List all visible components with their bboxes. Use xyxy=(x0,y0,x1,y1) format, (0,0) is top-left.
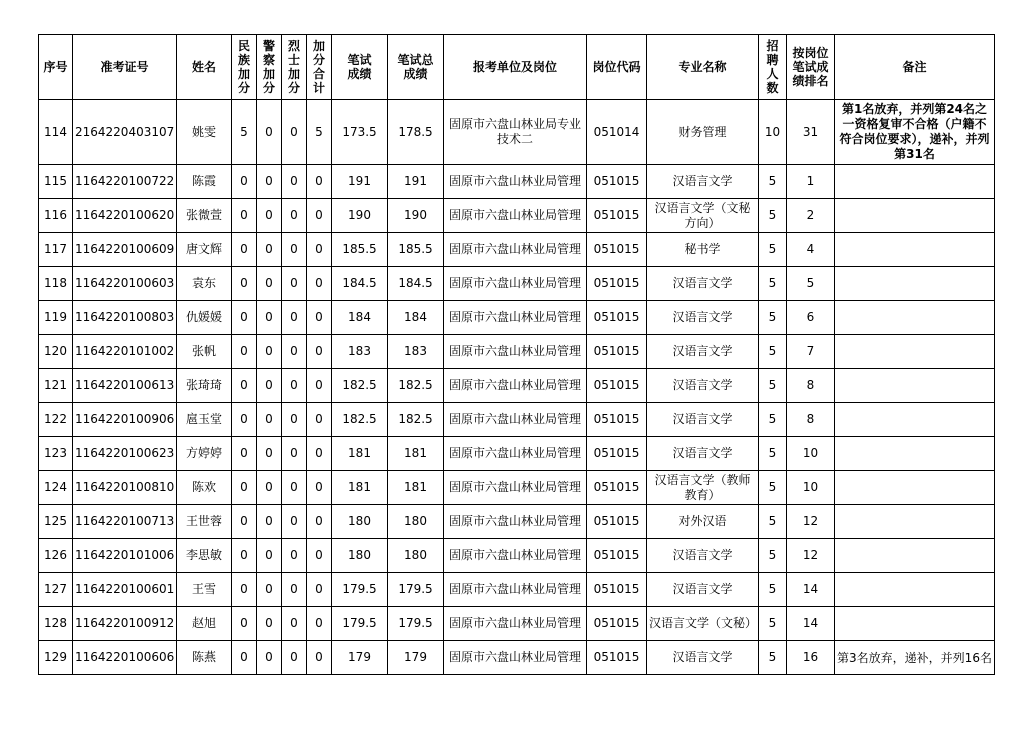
table-row xyxy=(39,437,995,471)
cell-post-code: 051015 xyxy=(587,539,647,573)
cell-exam-no: 1164220100906 xyxy=(73,403,177,437)
cell-martyr-bonus: 0 xyxy=(282,165,307,199)
cell-post-code: 051015 xyxy=(587,335,647,369)
cell-remark xyxy=(835,369,995,403)
cell-quota: 10 xyxy=(759,100,787,165)
cell-bonus-total: 0 xyxy=(307,437,332,471)
cell-post-code: 051015 xyxy=(587,641,647,675)
table-row xyxy=(39,403,995,437)
cell-major: 汉语言文学 xyxy=(647,641,759,675)
cell-exam-no: 1164220100620 xyxy=(73,199,177,233)
cell-exam-no: 1164220100613 xyxy=(73,369,177,403)
cell-martyr-bonus: 0 xyxy=(282,607,307,641)
cell-unit-post: 固原市六盘山林业局管理 xyxy=(444,199,587,233)
cell-post-code: 051014 xyxy=(587,100,647,165)
cell-index: 115 xyxy=(39,165,73,199)
cell-remark xyxy=(835,437,995,471)
cell-name: 张帆 xyxy=(177,335,232,369)
header-row xyxy=(39,35,995,100)
cell-written: 185.5 xyxy=(332,233,388,267)
cell-major: 汉语言文学 xyxy=(647,335,759,369)
cell-martyr-bonus: 0 xyxy=(282,233,307,267)
cell-index: 125 xyxy=(39,505,73,539)
cell-exam-no: 1164220100623 xyxy=(73,437,177,471)
cell-name: 方婷婷 xyxy=(177,437,232,471)
cell-bonus-total: 0 xyxy=(307,199,332,233)
cell-written: 179.5 xyxy=(332,607,388,641)
cell-remark xyxy=(835,335,995,369)
cell-exam-no: 1164220100606 xyxy=(73,641,177,675)
cell-remark: 第3名放弃，递补，并列16名 xyxy=(835,641,995,675)
cell-ethnic-bonus: 0 xyxy=(232,233,257,267)
cell-unit-post: 固原市六盘山林业局管理 xyxy=(444,267,587,301)
cell-unit-post: 固原市六盘山林业局管理 xyxy=(444,641,587,675)
cell-unit-post: 固原市六盘山林业局管理 xyxy=(444,437,587,471)
cell-written: 179.5 xyxy=(332,573,388,607)
cell-exam-no: 1164220100603 xyxy=(73,267,177,301)
cell-rank: 14 xyxy=(787,573,835,607)
cell-police-bonus: 0 xyxy=(257,199,282,233)
cell-post-code: 051015 xyxy=(587,165,647,199)
cell-remark xyxy=(835,539,995,573)
cell-martyr-bonus: 0 xyxy=(282,641,307,675)
cell-written-total: 180 xyxy=(388,505,444,539)
cell-ethnic-bonus: 0 xyxy=(232,369,257,403)
table-row xyxy=(39,199,995,233)
cell-unit-post: 固原市六盘山林业局管理 xyxy=(444,233,587,267)
table-row xyxy=(39,505,995,539)
cell-police-bonus: 0 xyxy=(257,607,282,641)
cell-ethnic-bonus: 0 xyxy=(232,301,257,335)
cell-post-code: 051015 xyxy=(587,471,647,505)
cell-police-bonus: 0 xyxy=(257,471,282,505)
cell-police-bonus: 0 xyxy=(257,267,282,301)
cell-written: 183 xyxy=(332,335,388,369)
cell-martyr-bonus: 0 xyxy=(282,573,307,607)
cell-bonus-total: 0 xyxy=(307,641,332,675)
score-table xyxy=(38,34,995,675)
cell-ethnic-bonus: 0 xyxy=(232,437,257,471)
cell-unit-post: 固原市六盘山林业局管理 xyxy=(444,505,587,539)
cell-exam-no: 1164220100912 xyxy=(73,607,177,641)
header-written-total: 笔试总成绩 xyxy=(388,35,444,100)
cell-police-bonus: 0 xyxy=(257,573,282,607)
cell-rank: 2 xyxy=(787,199,835,233)
cell-ethnic-bonus: 0 xyxy=(232,165,257,199)
cell-written-total: 190 xyxy=(388,199,444,233)
cell-police-bonus: 0 xyxy=(257,369,282,403)
cell-name: 张微萱 xyxy=(177,199,232,233)
cell-post-code: 051015 xyxy=(587,505,647,539)
cell-rank: 8 xyxy=(787,403,835,437)
cell-index: 121 xyxy=(39,369,73,403)
cell-written-total: 178.5 xyxy=(388,100,444,165)
cell-rank: 7 xyxy=(787,335,835,369)
cell-post-code: 051015 xyxy=(587,403,647,437)
cell-written-total: 180 xyxy=(388,539,444,573)
cell-index: 116 xyxy=(39,199,73,233)
cell-major: 汉语言文学 xyxy=(647,267,759,301)
cell-remark xyxy=(835,573,995,607)
cell-written: 181 xyxy=(332,471,388,505)
cell-martyr-bonus: 0 xyxy=(282,199,307,233)
cell-major: 秘书学 xyxy=(647,233,759,267)
cell-remark xyxy=(835,471,995,505)
cell-bonus-total: 0 xyxy=(307,573,332,607)
cell-police-bonus: 0 xyxy=(257,301,282,335)
cell-major: 汉语言文学 xyxy=(647,403,759,437)
cell-bonus-total: 0 xyxy=(307,505,332,539)
cell-remark xyxy=(835,607,995,641)
table-row xyxy=(39,369,995,403)
cell-major: 汉语言文学 xyxy=(647,369,759,403)
cell-written-total: 183 xyxy=(388,335,444,369)
cell-name: 仇媛媛 xyxy=(177,301,232,335)
cell-unit-post: 固原市六盘山林业局管理 xyxy=(444,165,587,199)
cell-martyr-bonus: 0 xyxy=(282,437,307,471)
cell-name: 陈霞 xyxy=(177,165,232,199)
cell-name: 赵旭 xyxy=(177,607,232,641)
cell-quota: 5 xyxy=(759,403,787,437)
cell-exam-no: 1164220100609 xyxy=(73,233,177,267)
cell-rank: 1 xyxy=(787,165,835,199)
cell-bonus-total: 0 xyxy=(307,267,332,301)
cell-exam-no: 2164220403107 xyxy=(73,100,177,165)
cell-name: 姚雯 xyxy=(177,100,232,165)
cell-major: 对外汉语 xyxy=(647,505,759,539)
cell-major: 汉语言文学 xyxy=(647,437,759,471)
cell-remark xyxy=(835,199,995,233)
table-row xyxy=(39,165,995,199)
cell-major: 汉语言文学（教师教育） xyxy=(647,471,759,505)
cell-police-bonus: 0 xyxy=(257,437,282,471)
header-ethnic-bonus: 民族加分 xyxy=(232,35,257,100)
cell-ethnic-bonus: 0 xyxy=(232,505,257,539)
cell-ethnic-bonus: 5 xyxy=(232,100,257,165)
cell-police-bonus: 0 xyxy=(257,641,282,675)
cell-major: 汉语言文学（文秘方向） xyxy=(647,199,759,233)
header-major: 专业名称 xyxy=(647,35,759,100)
table-row xyxy=(39,233,995,267)
table-row xyxy=(39,471,995,505)
cell-quota: 5 xyxy=(759,335,787,369)
cell-rank: 12 xyxy=(787,539,835,573)
cell-remark xyxy=(835,301,995,335)
cell-major: 汉语言文学（文秘） xyxy=(647,607,759,641)
table-row xyxy=(39,100,995,165)
cell-unit-post: 固原市六盘山林业局管理 xyxy=(444,369,587,403)
cell-exam-no: 1164220100601 xyxy=(73,573,177,607)
cell-major: 财务管理 xyxy=(647,100,759,165)
cell-bonus-total: 0 xyxy=(307,607,332,641)
cell-written: 184 xyxy=(332,301,388,335)
cell-quota: 5 xyxy=(759,199,787,233)
cell-name: 袁东 xyxy=(177,267,232,301)
cell-name: 陈欢 xyxy=(177,471,232,505)
cell-written: 180 xyxy=(332,505,388,539)
cell-index: 117 xyxy=(39,233,73,267)
cell-post-code: 051015 xyxy=(587,369,647,403)
cell-unit-post: 固原市六盘山林业局管理 xyxy=(444,607,587,641)
cell-index: 118 xyxy=(39,267,73,301)
cell-police-bonus: 0 xyxy=(257,335,282,369)
cell-quota: 5 xyxy=(759,539,787,573)
cell-post-code: 051015 xyxy=(587,573,647,607)
cell-unit-post: 固原市六盘山林业局管理 xyxy=(444,403,587,437)
header-rank: 按岗位笔试成绩排名 xyxy=(787,35,835,100)
cell-bonus-total: 0 xyxy=(307,335,332,369)
header-police-bonus: 警察加分 xyxy=(257,35,282,100)
cell-written: 182.5 xyxy=(332,403,388,437)
cell-martyr-bonus: 0 xyxy=(282,267,307,301)
cell-quota: 5 xyxy=(759,233,787,267)
cell-unit-post: 固原市六盘山林业局专业技术二 xyxy=(444,100,587,165)
table-row xyxy=(39,267,995,301)
table-row xyxy=(39,641,995,675)
header-bonus-total: 加分合计 xyxy=(307,35,332,100)
cell-written-total: 182.5 xyxy=(388,369,444,403)
cell-written: 182.5 xyxy=(332,369,388,403)
cell-written-total: 179.5 xyxy=(388,573,444,607)
cell-remark xyxy=(835,505,995,539)
cell-unit-post: 固原市六盘山林业局管理 xyxy=(444,471,587,505)
cell-remark xyxy=(835,267,995,301)
cell-martyr-bonus: 0 xyxy=(282,471,307,505)
cell-quota: 5 xyxy=(759,471,787,505)
cell-written: 184.5 xyxy=(332,267,388,301)
cell-major: 汉语言文学 xyxy=(647,573,759,607)
cell-exam-no: 1164220101006 xyxy=(73,539,177,573)
cell-exam-no: 1164220100722 xyxy=(73,165,177,199)
cell-rank: 10 xyxy=(787,471,835,505)
cell-bonus-total: 0 xyxy=(307,301,332,335)
cell-ethnic-bonus: 0 xyxy=(232,471,257,505)
cell-bonus-total: 5 xyxy=(307,100,332,165)
cell-name: 王世蓉 xyxy=(177,505,232,539)
cell-quota: 5 xyxy=(759,641,787,675)
cell-exam-no: 1164220100803 xyxy=(73,301,177,335)
cell-rank: 8 xyxy=(787,369,835,403)
cell-written: 181 xyxy=(332,437,388,471)
cell-index: 127 xyxy=(39,573,73,607)
cell-written: 191 xyxy=(332,165,388,199)
cell-written: 180 xyxy=(332,539,388,573)
cell-exam-no: 1164220100810 xyxy=(73,471,177,505)
cell-name: 王雪 xyxy=(177,573,232,607)
cell-written-total: 191 xyxy=(388,165,444,199)
cell-index: 128 xyxy=(39,607,73,641)
cell-quota: 5 xyxy=(759,607,787,641)
header-written: 笔试成绩 xyxy=(332,35,388,100)
cell-martyr-bonus: 0 xyxy=(282,100,307,165)
cell-written: 173.5 xyxy=(332,100,388,165)
cell-remark xyxy=(835,233,995,267)
cell-rank: 14 xyxy=(787,607,835,641)
cell-bonus-total: 0 xyxy=(307,403,332,437)
cell-written: 179 xyxy=(332,641,388,675)
header-exam-no: 准考证号 xyxy=(73,35,177,100)
cell-index: 114 xyxy=(39,100,73,165)
cell-exam-no: 1164220100713 xyxy=(73,505,177,539)
cell-written-total: 185.5 xyxy=(388,233,444,267)
cell-quota: 5 xyxy=(759,267,787,301)
cell-police-bonus: 0 xyxy=(257,100,282,165)
cell-ethnic-bonus: 0 xyxy=(232,199,257,233)
header-remark: 备注 xyxy=(835,35,995,100)
cell-quota: 5 xyxy=(759,573,787,607)
header-unit-post: 报考单位及岗位 xyxy=(444,35,587,100)
cell-rank: 5 xyxy=(787,267,835,301)
cell-police-bonus: 0 xyxy=(257,233,282,267)
cell-police-bonus: 0 xyxy=(257,539,282,573)
cell-name: 张琦琦 xyxy=(177,369,232,403)
cell-bonus-total: 0 xyxy=(307,369,332,403)
cell-quota: 5 xyxy=(759,165,787,199)
cell-ethnic-bonus: 0 xyxy=(232,335,257,369)
table-row xyxy=(39,573,995,607)
cell-remark xyxy=(835,403,995,437)
cell-rank: 6 xyxy=(787,301,835,335)
cell-martyr-bonus: 0 xyxy=(282,369,307,403)
cell-written-total: 179 xyxy=(388,641,444,675)
cell-written-total: 181 xyxy=(388,471,444,505)
header-post-code: 岗位代码 xyxy=(587,35,647,100)
cell-ethnic-bonus: 0 xyxy=(232,539,257,573)
cell-police-bonus: 0 xyxy=(257,505,282,539)
cell-written-total: 179.5 xyxy=(388,607,444,641)
cell-written-total: 182.5 xyxy=(388,403,444,437)
cell-index: 122 xyxy=(39,403,73,437)
cell-post-code: 051015 xyxy=(587,607,647,641)
cell-bonus-total: 0 xyxy=(307,165,332,199)
cell-index: 123 xyxy=(39,437,73,471)
cell-name: 陈燕 xyxy=(177,641,232,675)
cell-ethnic-bonus: 0 xyxy=(232,641,257,675)
cell-name: 唐文辉 xyxy=(177,233,232,267)
cell-rank: 31 xyxy=(787,100,835,165)
header-quota: 招聘人数 xyxy=(759,35,787,100)
cell-ethnic-bonus: 0 xyxy=(232,267,257,301)
cell-name: 扈玉堂 xyxy=(177,403,232,437)
cell-unit-post: 固原市六盘山林业局管理 xyxy=(444,301,587,335)
cell-written-total: 184 xyxy=(388,301,444,335)
cell-ethnic-bonus: 0 xyxy=(232,607,257,641)
cell-bonus-total: 0 xyxy=(307,233,332,267)
table-row xyxy=(39,607,995,641)
table-row xyxy=(39,539,995,573)
cell-martyr-bonus: 0 xyxy=(282,403,307,437)
cell-martyr-bonus: 0 xyxy=(282,505,307,539)
cell-bonus-total: 0 xyxy=(307,539,332,573)
cell-index: 119 xyxy=(39,301,73,335)
cell-index: 124 xyxy=(39,471,73,505)
cell-remark: 第1名放弃，并列第24名之一资格复审不合格（户籍不符合岗位要求），递补，并列第31名 xyxy=(835,100,995,165)
cell-major: 汉语言文学 xyxy=(647,301,759,335)
cell-rank: 16 xyxy=(787,641,835,675)
cell-index: 126 xyxy=(39,539,73,573)
cell-ethnic-bonus: 0 xyxy=(232,573,257,607)
cell-rank: 4 xyxy=(787,233,835,267)
cell-post-code: 051015 xyxy=(587,301,647,335)
cell-post-code: 051015 xyxy=(587,267,647,301)
cell-post-code: 051015 xyxy=(587,437,647,471)
cell-written-total: 184.5 xyxy=(388,267,444,301)
cell-martyr-bonus: 0 xyxy=(282,335,307,369)
cell-quota: 5 xyxy=(759,505,787,539)
cell-quota: 5 xyxy=(759,369,787,403)
table-row xyxy=(39,335,995,369)
table-row xyxy=(39,301,995,335)
cell-name: 李思敏 xyxy=(177,539,232,573)
cell-unit-post: 固原市六盘山林业局管理 xyxy=(444,539,587,573)
cell-rank: 10 xyxy=(787,437,835,471)
cell-post-code: 051015 xyxy=(587,199,647,233)
cell-written-total: 181 xyxy=(388,437,444,471)
cell-bonus-total: 0 xyxy=(307,471,332,505)
cell-police-bonus: 0 xyxy=(257,403,282,437)
header-name: 姓名 xyxy=(177,35,232,100)
cell-major: 汉语言文学 xyxy=(647,539,759,573)
cell-rank: 12 xyxy=(787,505,835,539)
cell-exam-no: 1164220101002 xyxy=(73,335,177,369)
cell-unit-post: 固原市六盘山林业局管理 xyxy=(444,335,587,369)
cell-written: 190 xyxy=(332,199,388,233)
cell-index: 120 xyxy=(39,335,73,369)
header-index: 序号 xyxy=(39,35,73,100)
cell-martyr-bonus: 0 xyxy=(282,301,307,335)
cell-unit-post: 固原市六盘山林业局管理 xyxy=(444,573,587,607)
cell-major: 汉语言文学 xyxy=(647,165,759,199)
cell-quota: 5 xyxy=(759,437,787,471)
header-martyr-bonus: 烈士加分 xyxy=(282,35,307,100)
cell-police-bonus: 0 xyxy=(257,165,282,199)
cell-martyr-bonus: 0 xyxy=(282,539,307,573)
cell-quota: 5 xyxy=(759,301,787,335)
cell-post-code: 051015 xyxy=(587,233,647,267)
cell-ethnic-bonus: 0 xyxy=(232,403,257,437)
cell-index: 129 xyxy=(39,641,73,675)
cell-remark xyxy=(835,165,995,199)
